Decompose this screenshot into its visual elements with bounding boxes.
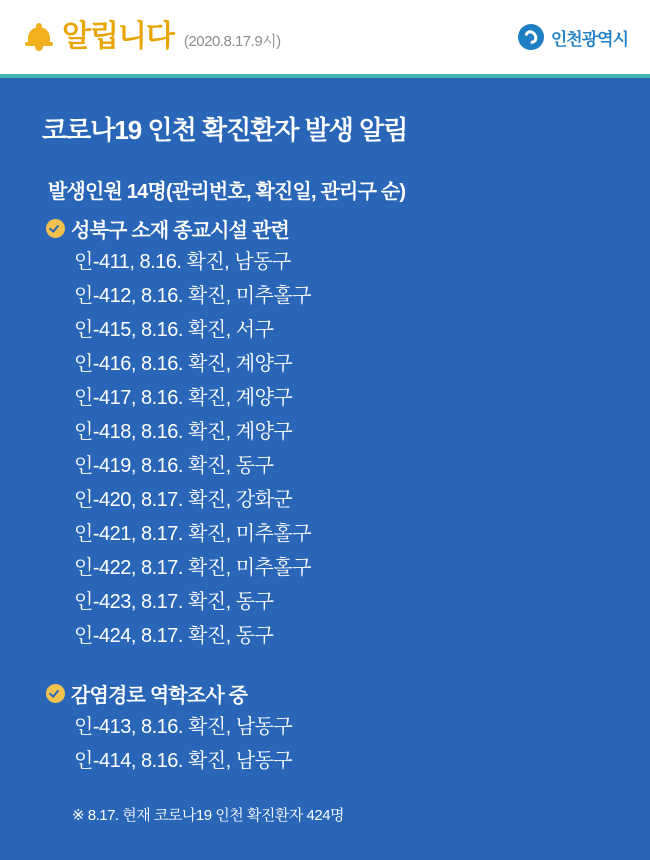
list-item: 인-412, 8.16. 확진, 미추홀구 xyxy=(74,285,312,307)
list-item: 인-411, 8.16. 확진, 남동구 xyxy=(74,251,291,273)
footnote: ※ 8.17. 현재 코로나19 인천 확진환자 424명 xyxy=(72,807,345,824)
list-item: 인-415, 8.16. 확진, 서구 xyxy=(74,319,274,341)
city-logo-label: 인천광역시 xyxy=(550,29,628,49)
list-item: 인-416, 8.16. 확진, 계양구 xyxy=(74,353,293,375)
incheon-city-logo-icon xyxy=(518,24,544,50)
check-circle-icon xyxy=(46,219,65,238)
city-logo xyxy=(518,24,628,50)
list-item: 인-421, 8.17. 확진, 미추홀구 xyxy=(74,523,312,545)
group-spacer xyxy=(0,653,650,669)
check-circle-icon xyxy=(46,684,65,703)
bell-icon xyxy=(24,22,54,52)
case-list-1 xyxy=(0,245,650,653)
list-item: 인-414, 8.16. 확진, 남동구 xyxy=(74,750,293,772)
case-group-2-header xyxy=(0,679,650,708)
case-group-2 xyxy=(0,679,650,778)
list-item: 인-423, 8.17. 확진, 동구 xyxy=(74,591,274,613)
list-item: 인-413, 8.16. 확진, 남동구 xyxy=(74,716,293,738)
case-group-1-label: 성북구 소재 종교시설 관련 xyxy=(71,220,289,242)
case-group-2-label: 감염경로 역학조사 중 xyxy=(71,685,248,707)
summary-line: 발생인원 14명(관리번호, 확진일, 관리구 순) xyxy=(48,181,406,203)
page-title: 코로나19 인천 확진환자 발생 알림 xyxy=(42,115,408,145)
page-header xyxy=(0,0,650,74)
list-item: 인-424, 8.17. 확진, 동구 xyxy=(74,625,274,647)
case-list-2 xyxy=(0,710,650,778)
case-group-1 xyxy=(0,214,650,653)
case-group-1-header xyxy=(0,214,650,243)
list-item: 인-418, 8.16. 확진, 계양구 xyxy=(74,421,293,443)
notice-content xyxy=(0,78,650,825)
list-item: 인-417, 8.16. 확진, 계양구 xyxy=(74,387,293,409)
header-left-group xyxy=(24,22,518,52)
list-item: 인-420, 8.17. 확진, 강화군 xyxy=(74,489,293,511)
list-item: 인-419, 8.16. 확진, 동구 xyxy=(74,455,274,477)
header-title: 알립니다 xyxy=(62,20,174,53)
list-item: 인-422, 8.17. 확진, 미추홀구 xyxy=(74,557,312,579)
header-date: (2020.8.17.9시) xyxy=(183,33,281,50)
